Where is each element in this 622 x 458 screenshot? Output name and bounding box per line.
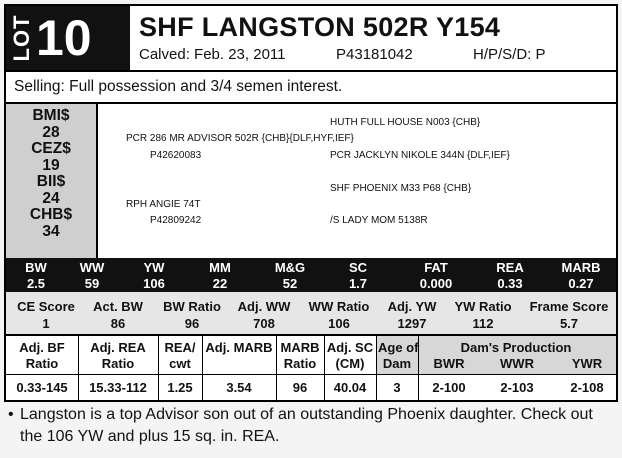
index-value: 28	[42, 123, 60, 141]
epd-value: 22	[212, 276, 228, 291]
index-label: BII$	[36, 173, 66, 190]
performance-row-1	[6, 292, 616, 336]
lot-label: LOT	[9, 14, 34, 62]
selling-terms: Selling: Full possession and 3/4 semen interest.	[6, 72, 616, 104]
divider	[324, 336, 325, 400]
perf2-header: MARB	[280, 340, 320, 355]
perf2-value: 3.54	[226, 380, 252, 395]
divider	[276, 336, 277, 400]
perf-header: Act. BW	[93, 299, 143, 314]
perf2-header: Ratio	[101, 356, 135, 371]
perf-value: 86	[110, 316, 126, 331]
epd-header: SC	[348, 260, 368, 275]
perf-header: Adj. WW	[237, 299, 291, 314]
performance-row-2	[6, 336, 616, 400]
perf-header: YW Ratio	[454, 299, 512, 314]
perf-value: 112	[472, 316, 494, 331]
dam-production-header: Dam's Production	[460, 340, 572, 355]
perf-header: Frame Score	[529, 299, 609, 314]
epd-value: 0.000	[419, 276, 453, 291]
perf2-header: Adj. MARB	[205, 340, 273, 355]
bullet-icon: •	[8, 406, 14, 423]
dam: RPH ANGIE 74T	[126, 199, 201, 210]
perf-value: 5.7	[559, 316, 579, 331]
perf-value: 1297	[397, 316, 427, 331]
divider	[6, 374, 616, 375]
epd-header: WW	[79, 260, 105, 275]
perf2-value: 15.33-112	[89, 380, 147, 395]
perf-value: 708	[253, 316, 275, 331]
epd-value: 59	[84, 276, 100, 291]
perf2-header: Dam	[382, 356, 412, 371]
perf2-header: Age of	[378, 340, 419, 355]
index-label: CEZ$	[31, 140, 71, 157]
perf2-value: 1.25	[167, 380, 193, 395]
perf2-header: Adj. SC	[326, 340, 374, 355]
perf-header: WW Ratio	[308, 299, 370, 314]
perf2-header: Ratio	[283, 356, 317, 371]
pedigree	[98, 104, 616, 258]
perf-value: 96	[184, 316, 200, 331]
epd-header: M&G	[274, 260, 306, 275]
perf2-header: Adj. BF	[19, 340, 65, 355]
epd-value: 0.27	[568, 276, 594, 291]
index-label: BMI$	[32, 107, 70, 124]
sire: PCR 286 MR ADVISOR 502R {CHB}{DLF,HYF,IEF}	[126, 133, 354, 144]
epd-header: YW	[143, 260, 165, 275]
perf2-header: cwt	[169, 356, 191, 371]
perf2-header: BWR	[433, 356, 465, 371]
lot-box	[6, 6, 130, 70]
perf2-value: 2-108	[570, 380, 604, 395]
epd-header: REA	[496, 260, 524, 275]
sire-reg: P42620083	[150, 150, 202, 161]
perf-header: CE Score	[17, 299, 75, 314]
perf2-value: 2-103	[500, 380, 534, 395]
perf2-header: YWR	[571, 356, 603, 371]
epd-value: 1.7	[348, 276, 368, 291]
perf2-value: 2-100	[432, 380, 466, 395]
divider	[376, 336, 377, 400]
perf2-header: WWR	[500, 356, 534, 371]
registration-number: P43181042	[336, 46, 413, 63]
sire-sire: HUTH FULL HOUSE N003 {CHB}	[330, 117, 481, 128]
perf2-value: 40.04	[333, 380, 367, 395]
animal-name: SHF LANGSTON 502R Y154	[139, 12, 501, 42]
divider	[202, 336, 203, 400]
dam-sire: SHF PHOENIX M33 P68 {CHB}	[330, 183, 472, 194]
epd-value: 52	[282, 276, 298, 291]
dam-dam: /S LADY MOM 5138R	[330, 215, 428, 226]
perf2-header: (CM)	[335, 356, 365, 371]
perf-header: BW Ratio	[163, 299, 221, 314]
epd-value: 0.33	[497, 276, 523, 291]
perf2-header: Adj. REA	[90, 340, 146, 355]
epd-header: BW	[25, 260, 47, 275]
divider	[78, 336, 79, 400]
epd-header: FAT	[424, 260, 448, 275]
epd-header: MARB	[561, 260, 601, 275]
perf-header: Adj. YW	[387, 299, 437, 314]
epd-row	[6, 258, 616, 292]
index-value: 19	[42, 156, 60, 174]
perf2-header: Ratio	[25, 356, 59, 371]
lot-card	[4, 4, 618, 402]
index-values	[6, 104, 98, 258]
sire-dam: PCR JACKLYN NIKOLE 344N {DLF,IEF}	[330, 150, 510, 161]
divider	[158, 336, 159, 400]
index-label: CHB$	[29, 206, 73, 223]
comment-text: Langston is a top Advisor son out of an outstanding Phoenix daughter. Check out the 106 YW and plus 15 sq. in. REA.	[20, 406, 593, 445]
perf2-value: 0.33-145	[16, 380, 68, 395]
epd-value: 106	[143, 276, 165, 291]
perf2-value: 3	[393, 380, 401, 395]
calved-date: Calved: Feb. 23, 2011	[139, 46, 286, 63]
epd-header: MM	[209, 260, 231, 275]
header	[6, 6, 616, 72]
dam-reg: P42809242	[150, 215, 202, 226]
perf2-value: 96	[292, 380, 308, 395]
epd-value: 2.5	[26, 276, 46, 291]
hpsd-status: H/P/S/D: P	[473, 46, 546, 63]
index-value: 34	[42, 222, 60, 240]
perf2-header: REA/	[164, 340, 196, 355]
perf-value: 106	[328, 316, 350, 331]
lot-number: 10	[36, 10, 92, 66]
perf-value: 1	[42, 316, 50, 331]
index-value: 24	[42, 189, 60, 207]
